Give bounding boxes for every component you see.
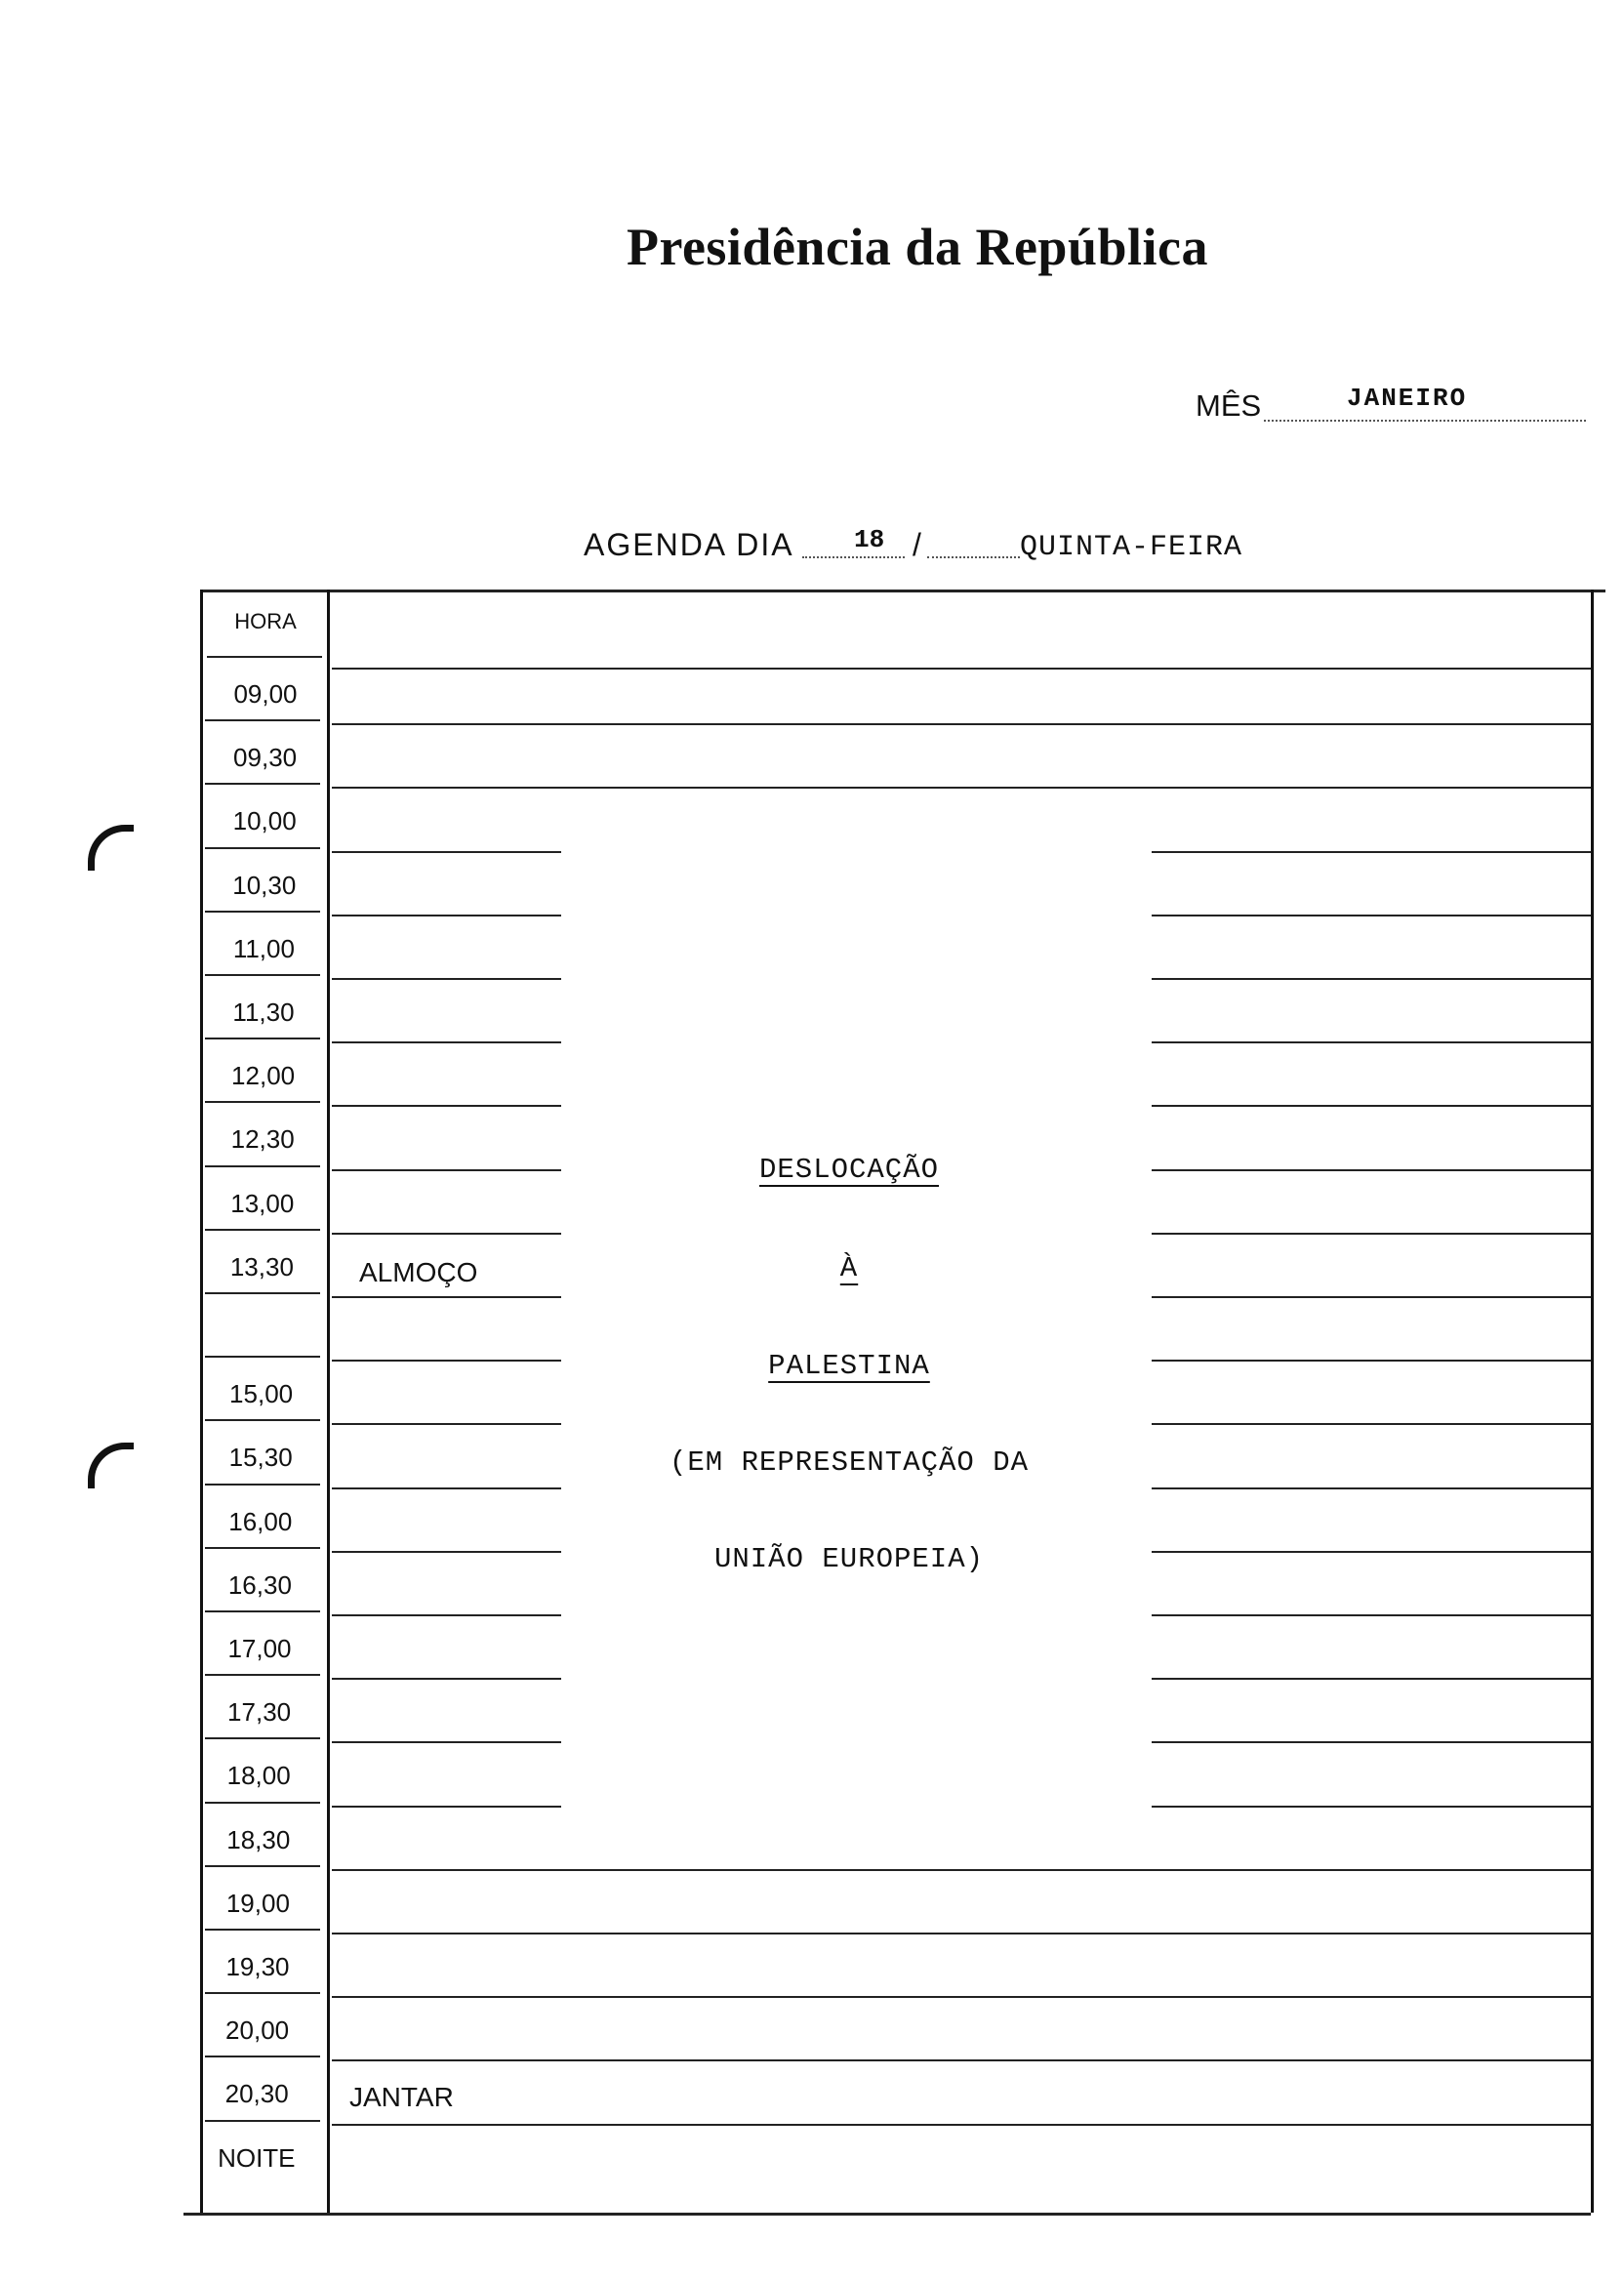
content-row-rule-left (332, 915, 561, 916)
center-line-1: DESLOCAÇÃO (758, 1154, 940, 1186)
content-row-rule-left (332, 1360, 561, 1362)
content-row-rule-left (332, 1614, 561, 1616)
content-row-rule-right (1152, 1233, 1591, 1235)
content-row-rule (332, 1996, 1591, 1998)
hour-row-rule (205, 1229, 320, 1231)
hour-label: 09,00 (233, 679, 298, 709)
hour-label: 17,00 (227, 1634, 292, 1663)
center-line-3: PALESTINA (768, 1350, 930, 1382)
hour-row-rule (205, 1292, 320, 1294)
binder-ring-mark-bottom (88, 1443, 134, 1488)
content-row-rule-left (332, 1041, 561, 1043)
hour-row-rule (205, 1547, 320, 1549)
content-row-rule-left (332, 1233, 561, 1235)
month-value: JANEIRO (1347, 384, 1468, 413)
hour-row-rule (205, 1419, 320, 1421)
hour-label: 15,30 (228, 1443, 293, 1473)
content-row-rule-left (332, 1487, 561, 1489)
hour-label: 10,30 (232, 870, 297, 900)
binder-ring-mark-top (88, 825, 134, 871)
hour-label: 20,00 (225, 2015, 290, 2046)
hour-label: 09,30 (233, 743, 298, 773)
content-row-rule-right (1152, 1678, 1591, 1680)
content-row-rule-left (332, 1423, 561, 1425)
content-row-rule-right (1152, 1423, 1591, 1425)
content-row-rule-left (332, 1741, 561, 1743)
hour-column-header: HORA (234, 609, 297, 633)
content-row-rule-right (1152, 1806, 1591, 1808)
content-row-rule-left (332, 1551, 561, 1553)
hour-label: 20,30 (224, 2079, 289, 2109)
content-row-rule-left (332, 1806, 561, 1808)
hour-label: 13,00 (230, 1188, 295, 1218)
content-row-rule (332, 2124, 1591, 2126)
content-row-rule-right (1152, 915, 1591, 916)
agenda-day-dotted-line (802, 556, 905, 558)
content-row-rule-right (1152, 1169, 1591, 1171)
hour-header-rule (207, 656, 322, 658)
agenda-weekday: QUINTA-FEIRA (1020, 531, 1243, 564)
grid-top-border (200, 590, 1605, 592)
content-row-rule-right (1152, 1741, 1591, 1743)
hour-label: 10,00 (232, 806, 297, 836)
hour-row-rule (205, 1865, 320, 1867)
hour-label: 19,30 (225, 1952, 290, 1981)
content-row-rule-left (332, 851, 561, 853)
hour-label: 12,00 (231, 1061, 296, 1091)
content-row-rule (332, 1933, 1591, 1934)
hour-row-rule (205, 1165, 320, 1167)
hour-label: 12,30 (230, 1124, 295, 1155)
month-dotted-line (1264, 420, 1586, 422)
content-row-rule-left (332, 1169, 561, 1171)
content-row-rule-right (1152, 1296, 1591, 1298)
hour-row-rule (205, 1802, 320, 1804)
grid-bottom-border (183, 2213, 1591, 2216)
content-row-rule (332, 723, 1591, 725)
content-row-rule-right (1152, 1614, 1591, 1616)
hour-row-rule (205, 911, 320, 913)
content-row-rule-right (1152, 1487, 1591, 1489)
hour-row-rule (205, 1038, 320, 1039)
hour-row-rule (205, 1101, 320, 1103)
content-row-rule-left (332, 978, 561, 980)
center-line-5: UNIÃO EUROPEIA) (713, 1543, 985, 1575)
content-row-rule-right (1152, 1360, 1591, 1362)
hour-label: 16,30 (227, 1569, 292, 1600)
hour-label: 15,00 (229, 1379, 294, 1409)
hour-row-rule (205, 719, 320, 721)
hour-label: 17,30 (227, 1697, 292, 1728)
content-row-rule-right (1152, 978, 1591, 980)
hour-column-divider (327, 590, 330, 2213)
page-title: Presidência da República (626, 218, 1209, 276)
agenda-day-label: AGENDA DIA (584, 527, 794, 562)
hour-label: 13,30 (229, 1251, 294, 1282)
content-row-rule-right (1152, 851, 1591, 853)
hour-row-rule (205, 783, 320, 785)
grid-right-border (1591, 590, 1594, 2213)
hour-label: 16,00 (228, 1506, 293, 1536)
agenda-day-number: 18 (854, 525, 885, 554)
content-row-rule-right (1152, 1041, 1591, 1043)
hour-row-rule (205, 1929, 320, 1931)
hour-row-rule (205, 1992, 320, 1994)
content-row-rule-left (332, 1296, 561, 1298)
content-row-rule (332, 1869, 1591, 1871)
content-row-rule (332, 2059, 1591, 2061)
hour-label: 11,30 (232, 998, 295, 1027)
entry-almoco: ALMOÇO (359, 1257, 478, 1287)
hour-label: 18,30 (226, 1824, 291, 1854)
content-row-rule-left (332, 1678, 561, 1680)
content-row-rule-right (1152, 1105, 1591, 1107)
hour-label: NOITE (218, 2142, 296, 2173)
agenda-weekday-dotted-line (927, 556, 1020, 558)
month-label: MÊS (1196, 388, 1262, 423)
entry-jantar: JANTAR (349, 2082, 454, 2112)
hour-row-rule (205, 974, 320, 976)
hour-row-rule (205, 1737, 320, 1739)
hour-label: 18,00 (226, 1761, 291, 1791)
hour-row-rule (205, 2056, 320, 2057)
hour-row-rule (205, 847, 320, 849)
hour-label: 19,00 (225, 1888, 290, 1918)
content-row-rule (332, 787, 1591, 789)
hour-label: 11,00 (232, 933, 295, 963)
content-row-rule-right (1152, 1551, 1591, 1553)
agenda-separator: / (913, 527, 921, 562)
hour-row-rule (205, 1356, 320, 1358)
center-line-2: À (839, 1252, 859, 1284)
content-header-rule (332, 668, 1591, 670)
hour-row-rule (205, 1674, 320, 1676)
center-line-4: (EM REPRESENTAÇÃO DA (669, 1446, 1030, 1479)
hour-row-rule (205, 1484, 320, 1486)
content-row-rule-left (332, 1105, 561, 1107)
hour-row-rule (205, 1610, 320, 1612)
hour-row-rule (205, 2120, 320, 2122)
